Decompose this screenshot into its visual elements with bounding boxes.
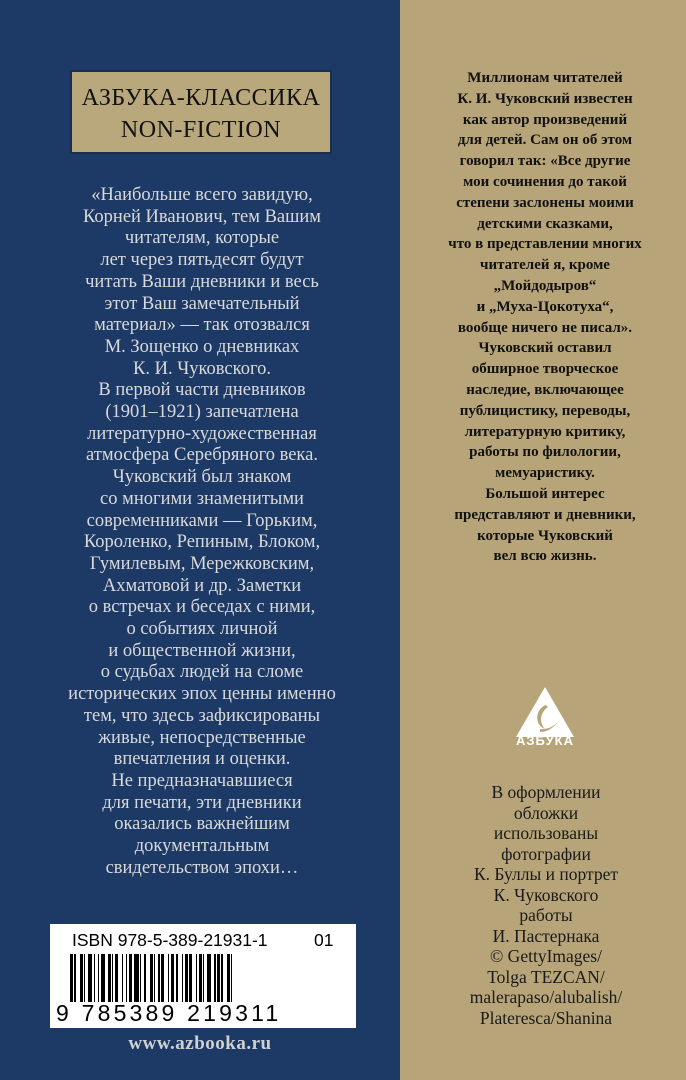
barcode-stripe xyxy=(176,954,177,1002)
quote-line: Короленко, Репиным, Блоком, xyxy=(83,532,321,553)
barcode-stripe xyxy=(140,954,141,1002)
barcode-stripe xyxy=(231,954,232,1002)
about-line: которые Чуковский xyxy=(477,527,613,544)
quote-line: литературно-художественная xyxy=(87,423,317,444)
about-line: публицистику, переводы, xyxy=(459,402,631,419)
about-line: Большой интерес xyxy=(485,485,605,502)
credits-line: © GettyImages/ xyxy=(490,946,602,966)
barcode-stripe xyxy=(74,954,75,1002)
quote-line: исторических эпох ценны именно xyxy=(68,684,336,705)
about-line: „Мойдодыров“ xyxy=(493,277,597,294)
series-title: АЗБУКА-КЛАССИКА xyxy=(81,85,321,111)
credits-line: К. Чуковского xyxy=(493,884,599,905)
about-line: детскими сказками, xyxy=(477,215,613,232)
about-line: степени заслонены моими xyxy=(456,194,634,211)
quote-line: для печати, эти дневники xyxy=(102,792,302,813)
series-label-box xyxy=(70,70,332,154)
publisher-website: www.azbooka.ru xyxy=(128,1033,272,1054)
about-line: работы по филологии, xyxy=(469,444,621,461)
about-line: и „Муха-Цокотуха“, xyxy=(476,298,614,315)
about-line: для детей. Сам он об этом xyxy=(457,132,633,149)
barcode-stripe xyxy=(189,954,192,1002)
quote-line: документальным xyxy=(134,836,270,857)
barcode-stripe xyxy=(196,954,197,1002)
about-line: что в представлении многих xyxy=(448,236,642,253)
isbn-addon: 01 xyxy=(314,930,334,950)
quote-line: Чуковский был знаком xyxy=(112,467,292,488)
series-subtitle: NON-FICTION xyxy=(120,117,282,143)
credits-line: В оформлении xyxy=(491,782,601,802)
quote-line: лет через пятьдесят будут xyxy=(100,250,304,271)
barcode-stripe xyxy=(108,954,111,1002)
quote-line: читать Ваши дневники и весь xyxy=(85,271,319,292)
barcode-stripe xyxy=(101,954,105,1002)
quote-line: о встречах и беседах с ними, xyxy=(88,597,316,618)
about-line: наследие, включающее xyxy=(466,381,624,398)
quote-line: о событиях личной xyxy=(126,619,278,640)
barcode-stripe xyxy=(94,954,95,1002)
quote-line: В первой части дневников xyxy=(98,380,306,401)
credits-line: фотографии xyxy=(501,843,591,864)
barcode-stripe xyxy=(129,954,132,1002)
barcode-stripe xyxy=(158,954,159,1002)
barcode-stripe xyxy=(168,954,169,1002)
barcode-stripe xyxy=(207,954,211,1002)
about-line: литературную критику, xyxy=(464,423,626,440)
barcode-panel xyxy=(50,924,356,1028)
publisher-name: АЗБУКА xyxy=(516,733,574,748)
quote-line: К. И. Чуковского. xyxy=(133,358,271,379)
credits-line: malerapaso/alubalish/ xyxy=(469,987,623,1007)
quote-line: и общественной жизни, xyxy=(108,640,296,661)
barcode-stripe xyxy=(214,954,215,1002)
quote-line: свидетельством эпохи… xyxy=(105,857,299,878)
credits-line: И. Пастернака xyxy=(492,925,600,946)
quote-line: живые, непосредственные xyxy=(98,727,306,748)
quote-line: Гумилевым, Мережковским, xyxy=(89,553,315,574)
quote-paragraph xyxy=(40,185,364,880)
barcode-stripe xyxy=(122,954,123,1002)
barcode-stripe xyxy=(134,954,138,1002)
about-line: Чуковский оставил xyxy=(478,340,612,357)
quote-line: материал» — так отозвался xyxy=(94,315,310,336)
quote-line: М. Зощенко о дневниках xyxy=(104,336,300,357)
quote-line: «Наибольше всего завидую, xyxy=(91,185,313,205)
barcode-stripe xyxy=(80,954,83,1002)
quote-line: Не предназначавшиеся xyxy=(111,770,293,791)
credits-line: Plateresca/Shanina xyxy=(479,1007,613,1028)
quote-line: тем, что здесь зафиксированы xyxy=(83,705,321,726)
author-description xyxy=(423,68,667,567)
barcode-stripe xyxy=(115,954,118,1002)
barcode-stripe xyxy=(203,954,204,1002)
barcode-stripe xyxy=(199,954,202,1002)
ean-digits: 9 785389 219311 xyxy=(56,1000,282,1026)
about-line: обширное творческое xyxy=(471,361,619,378)
isbn-number: ISBN 978-5-389-21931-1 xyxy=(72,930,268,950)
about-line: как автор произведений xyxy=(462,111,628,128)
credits-line: Tolga TEZCAN/ xyxy=(487,966,605,987)
barcode-stripe xyxy=(126,954,127,1002)
cover-credits xyxy=(440,782,652,1028)
credits-line: использованы xyxy=(493,823,599,843)
about-line: говорил так: «Все другие xyxy=(459,153,631,170)
about-line: мемуаристику. xyxy=(495,465,595,482)
barcode-stripe xyxy=(227,954,230,1002)
barcode-stripe xyxy=(112,954,113,1002)
quote-line: атмосфера Серебряного века. xyxy=(86,445,318,466)
barcode-stripe xyxy=(150,954,153,1002)
barcode-stripe xyxy=(144,954,145,1002)
barcode-bars xyxy=(70,954,342,1002)
about-line: Миллионам читателей xyxy=(467,70,623,86)
barcode-stripe xyxy=(70,954,73,1002)
credits-line: работы xyxy=(519,905,573,925)
credits-line: К. Буллы и портрет xyxy=(473,864,619,884)
quote-line: оказались важнейшим xyxy=(114,814,290,835)
quote-line: современниками — Горьким, xyxy=(86,510,318,531)
quote-line: о судьбах людей на сломе xyxy=(100,662,304,683)
barcode-stripe xyxy=(84,954,85,1002)
barcode-stripe xyxy=(161,954,164,1002)
barcode-stripe xyxy=(221,954,222,1002)
quote-line: со многими знаменитыми xyxy=(100,488,304,509)
quote-line: Ахматовой и др. Заметки xyxy=(102,575,302,596)
quote-line: впечатления и оценки. xyxy=(113,749,291,770)
barcode-stripe xyxy=(88,954,92,1002)
about-line: представляют и дневники, xyxy=(454,506,636,523)
quote-line: этот Ваш замечательный xyxy=(104,293,300,314)
quote-line: Корней Иванович, тем Вашим xyxy=(83,206,321,227)
about-line: читателей я, кроме xyxy=(480,257,610,274)
barcode-stripe xyxy=(154,954,155,1002)
barcode-stripe xyxy=(182,954,183,1002)
about-line: вел всю жизнь. xyxy=(493,548,597,565)
credits-line: обложки xyxy=(513,802,579,823)
barcode-stripe xyxy=(98,954,99,1002)
about-line: К. И. Чуковский известен xyxy=(457,90,633,107)
barcode-stripe xyxy=(171,954,174,1002)
quote-line: читателям, которые xyxy=(124,228,280,249)
about-line: вообще ничего не писал». xyxy=(457,319,633,336)
quote-line: (1901–1921) запечатлена xyxy=(105,402,299,423)
barcode-stripe xyxy=(185,954,188,1002)
about-line: мои сочинения до такой xyxy=(463,173,627,190)
barcode-stripe xyxy=(217,954,220,1002)
